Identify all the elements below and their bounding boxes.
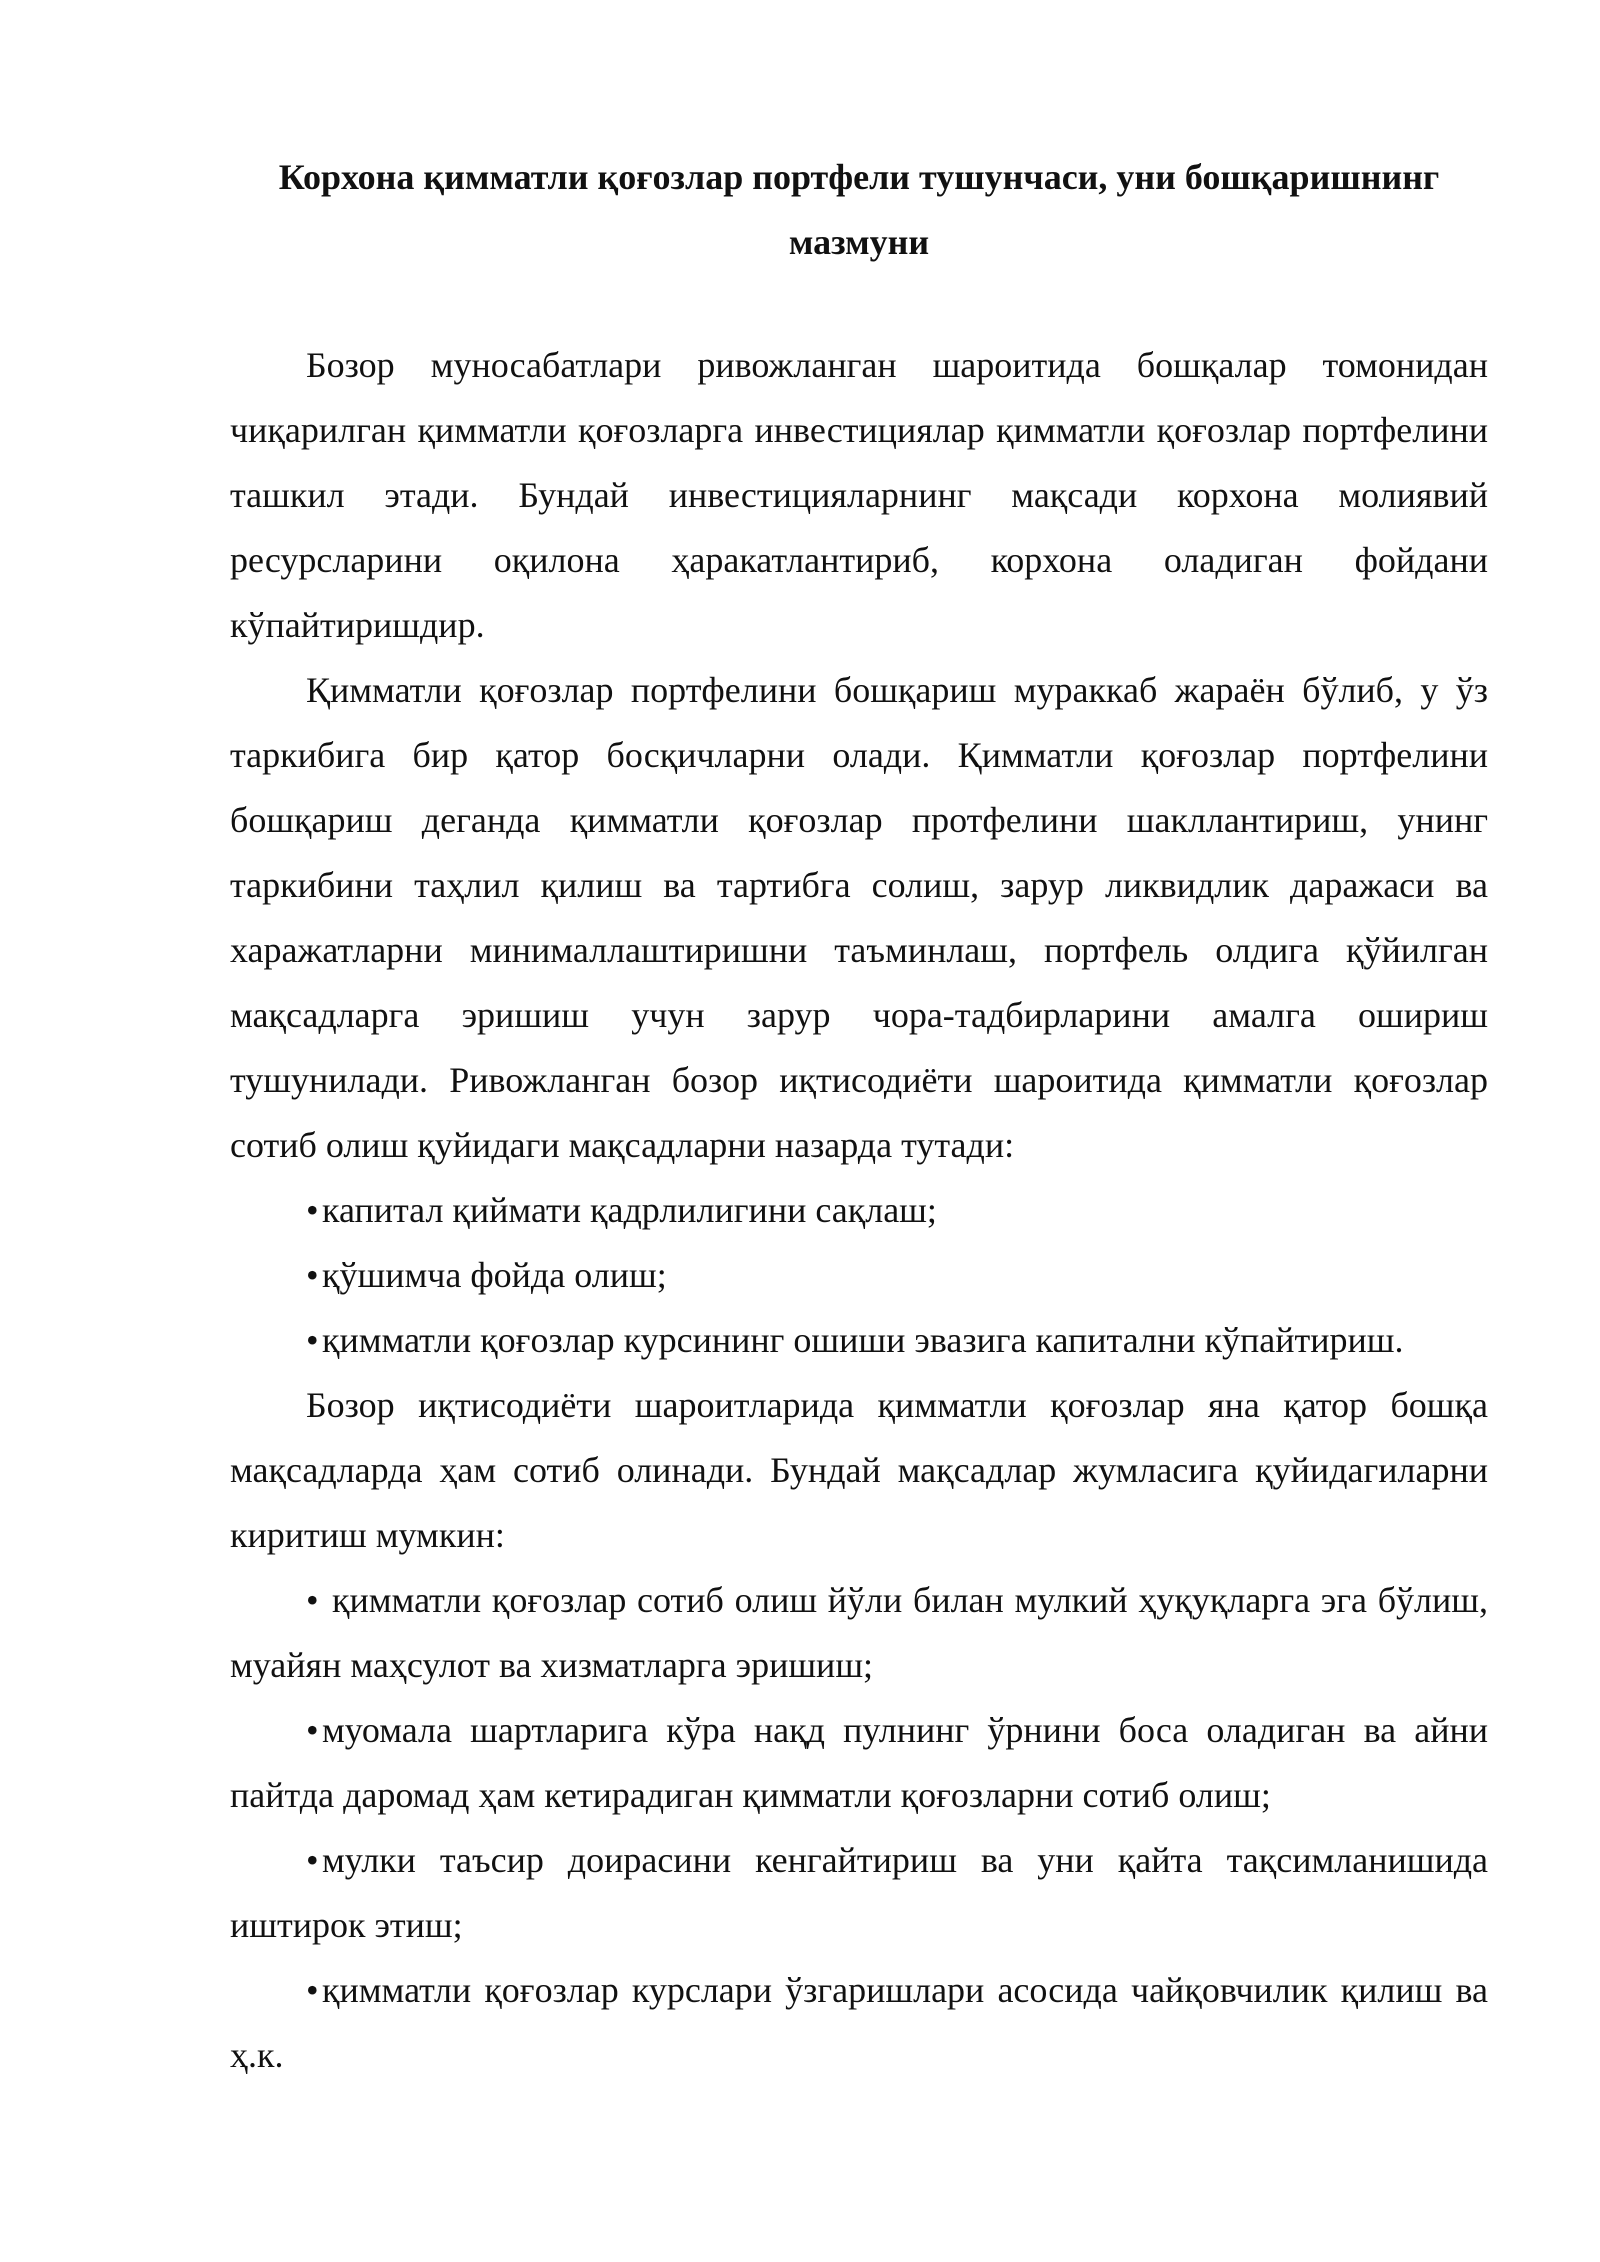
list-item-text: қимматли қоғозлар курсининг ошиши эвазига капитални кўпайтириш. [322, 1320, 1404, 1360]
list-item [230, 1308, 1488, 1373]
bullet-icon: • [306, 1710, 319, 1750]
list-item [230, 1828, 1488, 1958]
list-item-text: қимматли қоғозлар курслари ўзгаришлари асосида чайқовчилик қилиш ва ҳ.к. [230, 1970, 1488, 2075]
list-item-text: қўшимча фойда олиш; [322, 1255, 667, 1295]
bullet-icon: • [306, 1255, 319, 1295]
list-item [230, 1698, 1488, 1828]
list-item-text: муомала шартларига кўра нақд пулнинг ўрнини боса оладиган ва айни пайтда даромад ҳам кетирадиган қимматли қоғозларни сотиб олиш; [230, 1710, 1488, 1815]
title-line-1: Корхона қимматли қоғозлар портфели тушунчаси, уни бошқаришнинг [278, 157, 1440, 197]
bullet-icon: • [306, 1970, 319, 2010]
list-item [230, 1568, 1488, 1698]
list-item [230, 1958, 1488, 2088]
bullet-icon: • [306, 1190, 319, 1230]
list-item-text: мулки таъсир доирасини кенгайтириш ва уни қайта тақсимланишида иштирок этиш; [230, 1840, 1488, 1945]
bullet-icon: • [306, 1840, 319, 1880]
paragraph: Бозор муносабатлари ривожланган шароитида бошқалар томонидан чиқарилган қимматли қоғозларга инвестициялар қимматли қоғозлар портфелини ташкил этади. Бундай инвестицияларнинг мақсади корхона молиявий ресурсларини оқилона ҳаракатлантириб, корхона оладиган фойдани кўпайтиришдир. [230, 345, 1488, 645]
list-item [230, 1178, 1488, 1243]
list-item-text: қимматли қоғозлар сотиб олиш йўли билан мулкий ҳуқуқларга эга бўлиш, муайян маҳсулот ва хизматларга эришиш; [230, 1580, 1488, 1685]
bullet-icon: • [306, 1320, 319, 1360]
paragraph: Бозор иқтисодиёти шароитларида қимматли қоғозлар яна қатор бошқа мақсадларда ҳам сотиб олинади. Бундай мақсадлар жумласига қуйидагиларни киритиш мумкин: [230, 1385, 1488, 1555]
list-item [230, 1243, 1488, 1308]
paragraph: Қимматли қоғозлар портфелини бошқариш мураккаб жараён бўлиб, у ўз таркибига бир қатор босқичларни олади. Қимматли қоғозлар портфелини бошқариш деганда қимматли қоғозлар протфелини шакллантириш, унинг таркибини таҳлил қилиш ва тартибга солиш, зарур ликвидлик даражаси ва харажатларни минималлаштиришни таъминлаш, портфель олдига қўйилган мақсадларга эришиш учун зарур чора-тадбирларини амалга ошириш тушунилади. Ривожланган бозор иқтисодиёти шароитида қимматли қоғозлар сотиб олиш қуйидаги мақсадларни назарда тутади: [230, 670, 1488, 1165]
bullet-icon: • [306, 1580, 319, 1620]
title-line-2: мазмуни [788, 222, 930, 262]
page-title [230, 145, 1488, 275]
list-item-text: капитал қиймати қадрлилигини сақлаш; [322, 1190, 937, 1230]
document-body [230, 145, 1488, 2088]
